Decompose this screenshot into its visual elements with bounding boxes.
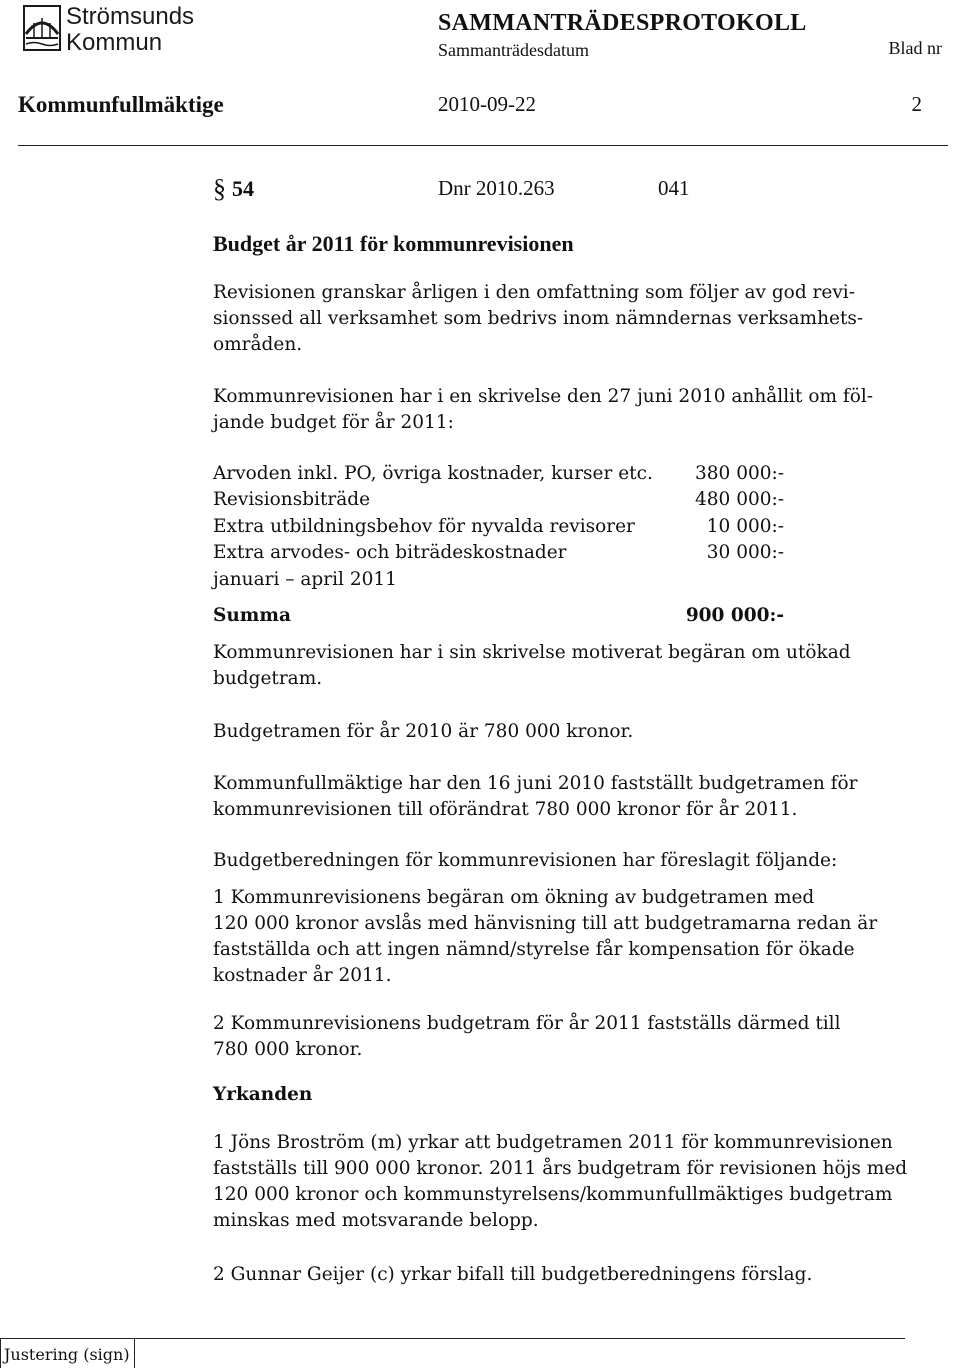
budget-row-amount: 480 000:- [695, 489, 784, 510]
protocol-title: SAMMANTRÄDESPROTOKOLL [438, 10, 807, 36]
archive-code: 041 [658, 176, 690, 200]
budget-row-label: Extra arvodes- och biträdeskostnader [213, 542, 567, 563]
text-line: Budgetramen för år 2010 är 780 000 kronor. [213, 721, 634, 742]
signature-box-left-edge [0, 1338, 1, 1368]
budget-row-label: Arvoden inkl. PO, övriga kostnader, kurser etc. [213, 463, 653, 484]
signature-field-label: Justering (sign) [4, 1345, 130, 1364]
budget-row-label: Revisionsbiträde [213, 489, 371, 510]
page-number-label: Blad nr [888, 38, 942, 58]
text-line: 1 Kommunrevisionens begäran om ökning av budgetramen med [213, 887, 815, 908]
text-line: 2 Gunnar Geijer (c) yrkar bifall till budgetberedningens förslag. [213, 1264, 813, 1285]
budget-sum-label: Summa [213, 605, 291, 626]
motions-heading: Yrkanden [213, 1084, 313, 1105]
header-divider [18, 145, 948, 146]
text-line: 120 000 kronor avslås med hänvisning till att budgetramarna redan är [213, 913, 878, 934]
text-line: sionssed all verksamhet som bedrivs inom nämndernas verksamhets- [213, 308, 864, 329]
paragraph-intro [213, 280, 893, 358]
logo-line-1: Strömsunds [66, 3, 195, 30]
text-line: 1 Jöns Broström (m) yrkar att budgetramen 2011 för kommunrevisionen [213, 1132, 893, 1153]
budget-row-amount: 380 000:- [695, 463, 784, 484]
text-line: Revisionen granskar årligen i den omfattning som följer av god revi- [213, 282, 855, 303]
text-line: kommunrevisionen till oförändrat 780 000 kronor för år 2011. [213, 799, 798, 820]
text-line: områden. [213, 334, 303, 355]
logo-text [66, 4, 194, 56]
paragraph-motion-2 [213, 1262, 893, 1288]
section-sign: § [213, 174, 226, 203]
text-line: Kommunfullmäktige har den 16 juni 2010 fastställt budgetramen för [213, 773, 858, 794]
budget-row-amount: 30 000:- [706, 542, 784, 563]
text-line: fastställs till 900 000 kronor. 2011 års budgetram för revisionen höjs med [213, 1158, 908, 1179]
paragraph-proposal-intro [213, 848, 893, 874]
signature-box-right-edge [134, 1338, 135, 1368]
municipality-logo [22, 4, 222, 54]
logo-line-2: Kommun [66, 29, 163, 56]
text-line: kostnader år 2011. [213, 965, 392, 986]
diary-number: Dnr 2010.263 [438, 176, 555, 200]
paragraph-request [213, 384, 893, 436]
meeting-date: 2010-09-22 [438, 92, 536, 116]
text-line: 780 000 kronor. [213, 1039, 363, 1060]
paragraph-council-decision [213, 771, 893, 823]
assembly-name: Kommunfullmäktige [18, 92, 224, 117]
text-line: jande budget för år 2011: [213, 412, 454, 433]
text-line: fastställda och att ingen nämnd/styrelse får kompensation för ökade [213, 939, 855, 960]
paragraph-motion-1 [213, 1130, 908, 1234]
text-line: budgetram. [213, 668, 323, 689]
text-line: 2 Kommunrevisionens budgetram för år 2011 fastställs därmed till [213, 1013, 841, 1034]
page-number: 2 [911, 92, 922, 116]
text-line: minskas med motsvarande belopp. [213, 1210, 539, 1231]
meeting-date-label: Sammanträdesdatum [438, 40, 589, 60]
section-number: 54 [232, 176, 254, 201]
text-line: Budgetberedningen för kommunrevisionen har föreslagit följande: [213, 850, 838, 871]
text-line: 120 000 kronor och kommunstyrelsens/kommunfullmäktiges budgetram [213, 1184, 893, 1205]
budget-sum-amount: 900 000:- [685, 605, 784, 626]
footer-divider [0, 1338, 905, 1339]
bridge-emblem-icon [22, 4, 62, 52]
text-line: Kommunrevisionen har i en skrivelse den 27 juni 2010 anhållit om föl- [213, 386, 874, 407]
paragraph-proposal-1 [213, 885, 893, 989]
paragraph-motivation [213, 640, 893, 692]
section-title: Budget år 2011 för kommunrevisionen [213, 231, 574, 256]
paragraph-proposal-2 [213, 1011, 893, 1063]
budget-row-amount: 10 000:- [706, 516, 784, 537]
text-line: Kommunrevisionen har i sin skrivelse motiverat begäran om utökad [213, 642, 851, 663]
paragraph-budget-frame [213, 719, 893, 745]
budget-row-label: januari – april 2011 [213, 569, 397, 590]
budget-row-label: Extra utbildningsbehov för nyvalda revisorer [213, 516, 635, 537]
